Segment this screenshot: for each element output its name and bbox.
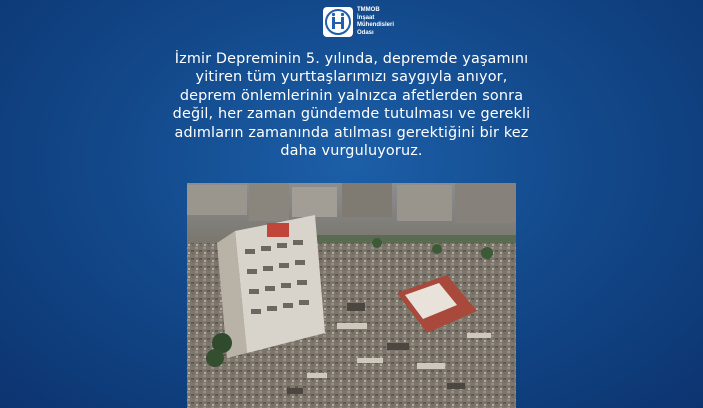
logo-text <box>357 7 405 37</box>
logo-line-odasi: Odası <box>357 29 374 36</box>
logo-line-insaat: İnşaat <box>357 14 375 21</box>
tmmob-insaat-muhendisleri-odasi-logo-icon <box>323 7 353 37</box>
logo-line-muhendisleri: Mühendisleri <box>357 22 395 28</box>
logo-line-tmmob: TMMOB <box>357 7 380 13</box>
earthquake-photo <box>187 183 516 408</box>
commemoration-message: İzmir Depreminin 5. yılında, depremde yaşamını yitiren tüm yurttaşlarımızı saygıyla anıyor, deprem önlemlerinin yalnızca afetlerden sonra değil, her zaman gündemde tutulması ve gerekli adımların zamanında atılması gerektiğini bir kez daha vurguluyoruz. <box>172 51 531 160</box>
tmmob-logo <box>323 7 405 37</box>
